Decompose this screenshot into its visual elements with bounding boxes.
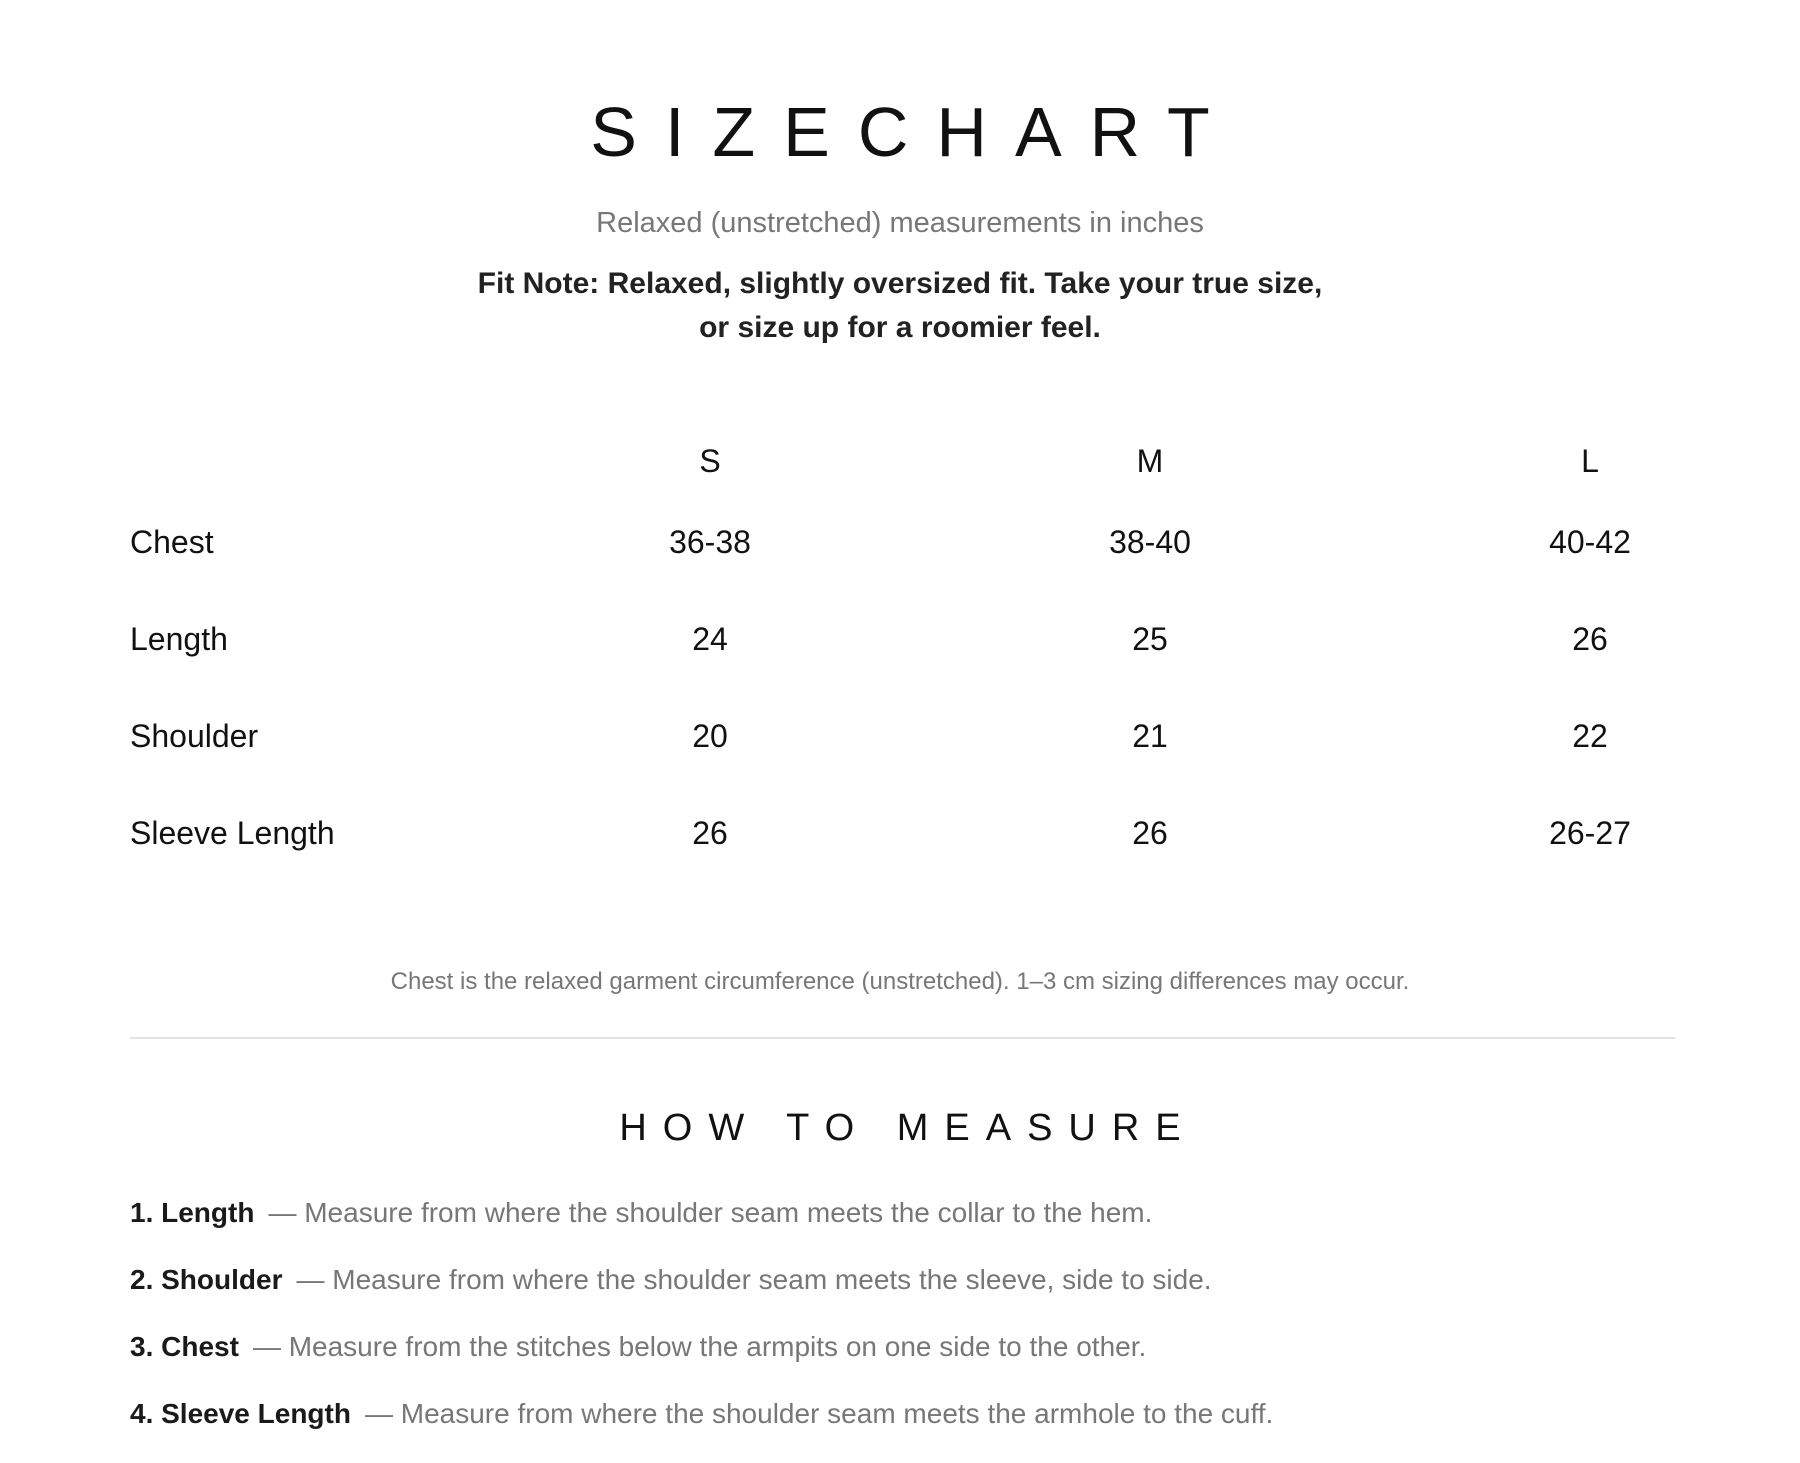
table-cell: 26 xyxy=(1572,621,1608,657)
section-divider xyxy=(130,1037,1675,1039)
list-item xyxy=(130,1329,1690,1396)
table-cell: 25 xyxy=(1132,621,1168,657)
list-item xyxy=(130,1262,1690,1329)
how-to-measure-heading: HOW TO MEASURE xyxy=(619,1107,1197,1149)
table-cell: 40-42 xyxy=(1549,524,1631,560)
table-row xyxy=(130,591,1800,688)
measure-term: 2. Shoulder xyxy=(130,1264,283,1295)
table-cell: 21 xyxy=(1132,718,1168,754)
header-cell-size-m: M xyxy=(1136,443,1164,479)
page-title: SIZECHART xyxy=(590,93,1238,171)
measure-term: 4. Sleeve Length xyxy=(130,1398,351,1429)
header-cell-size-s: S xyxy=(699,443,721,479)
measure-description: — Measure from where the shoulder seam meets the sleeve, side to side. xyxy=(296,1264,1212,1295)
measure-term: 1. Length xyxy=(130,1197,255,1228)
sizing-footnote: Chest is the relaxed garment circumference (unstretched). 1–3 cm sizing differences may occur. xyxy=(390,968,1410,995)
header-cell-size-l: L xyxy=(1581,443,1599,479)
how-to-measure-list xyxy=(130,1195,1690,1463)
list-item xyxy=(130,1195,1690,1262)
row-label-shoulder: Shoulder xyxy=(130,718,259,754)
table-cell: 26 xyxy=(1132,815,1168,851)
table-cell: 26 xyxy=(692,815,728,851)
measure-description: — Measure from the stitches below the armpits on one side to the other. xyxy=(252,1331,1147,1362)
table-row xyxy=(130,785,1800,882)
measure-description: — Measure from where the shoulder seam meets the collar to the hem. xyxy=(268,1197,1153,1228)
table-cell: 38-40 xyxy=(1109,524,1191,560)
fit-note-line-1: Fit Note: Relaxed, slightly oversized fit. Take your true size, xyxy=(477,267,1323,300)
size-table xyxy=(130,428,1800,882)
table-cell: 22 xyxy=(1572,718,1608,754)
fit-note xyxy=(400,262,1400,350)
table-cell: 26-27 xyxy=(1549,815,1631,851)
table-cell: 36-38 xyxy=(669,524,751,560)
table-cell: 20 xyxy=(692,718,728,754)
table-row xyxy=(130,688,1800,785)
page-subtitle: Relaxed (unstretched) measurements in inches xyxy=(596,207,1204,239)
measure-term: 3. Chest xyxy=(130,1331,239,1362)
row-label-sleeve-length: Sleeve Length xyxy=(130,815,335,851)
measure-description: — Measure from where the shoulder seam meets the armhole to the cuff. xyxy=(364,1398,1274,1429)
table-cell: 24 xyxy=(692,621,728,657)
fit-note-line-2: or size up for a roomier feel. xyxy=(699,311,1101,344)
table-row xyxy=(130,494,1800,591)
header-cell-empty xyxy=(130,428,490,494)
row-label-chest: Chest xyxy=(130,524,214,560)
row-label-length: Length xyxy=(130,621,228,657)
size-table-header-row xyxy=(130,428,1800,494)
